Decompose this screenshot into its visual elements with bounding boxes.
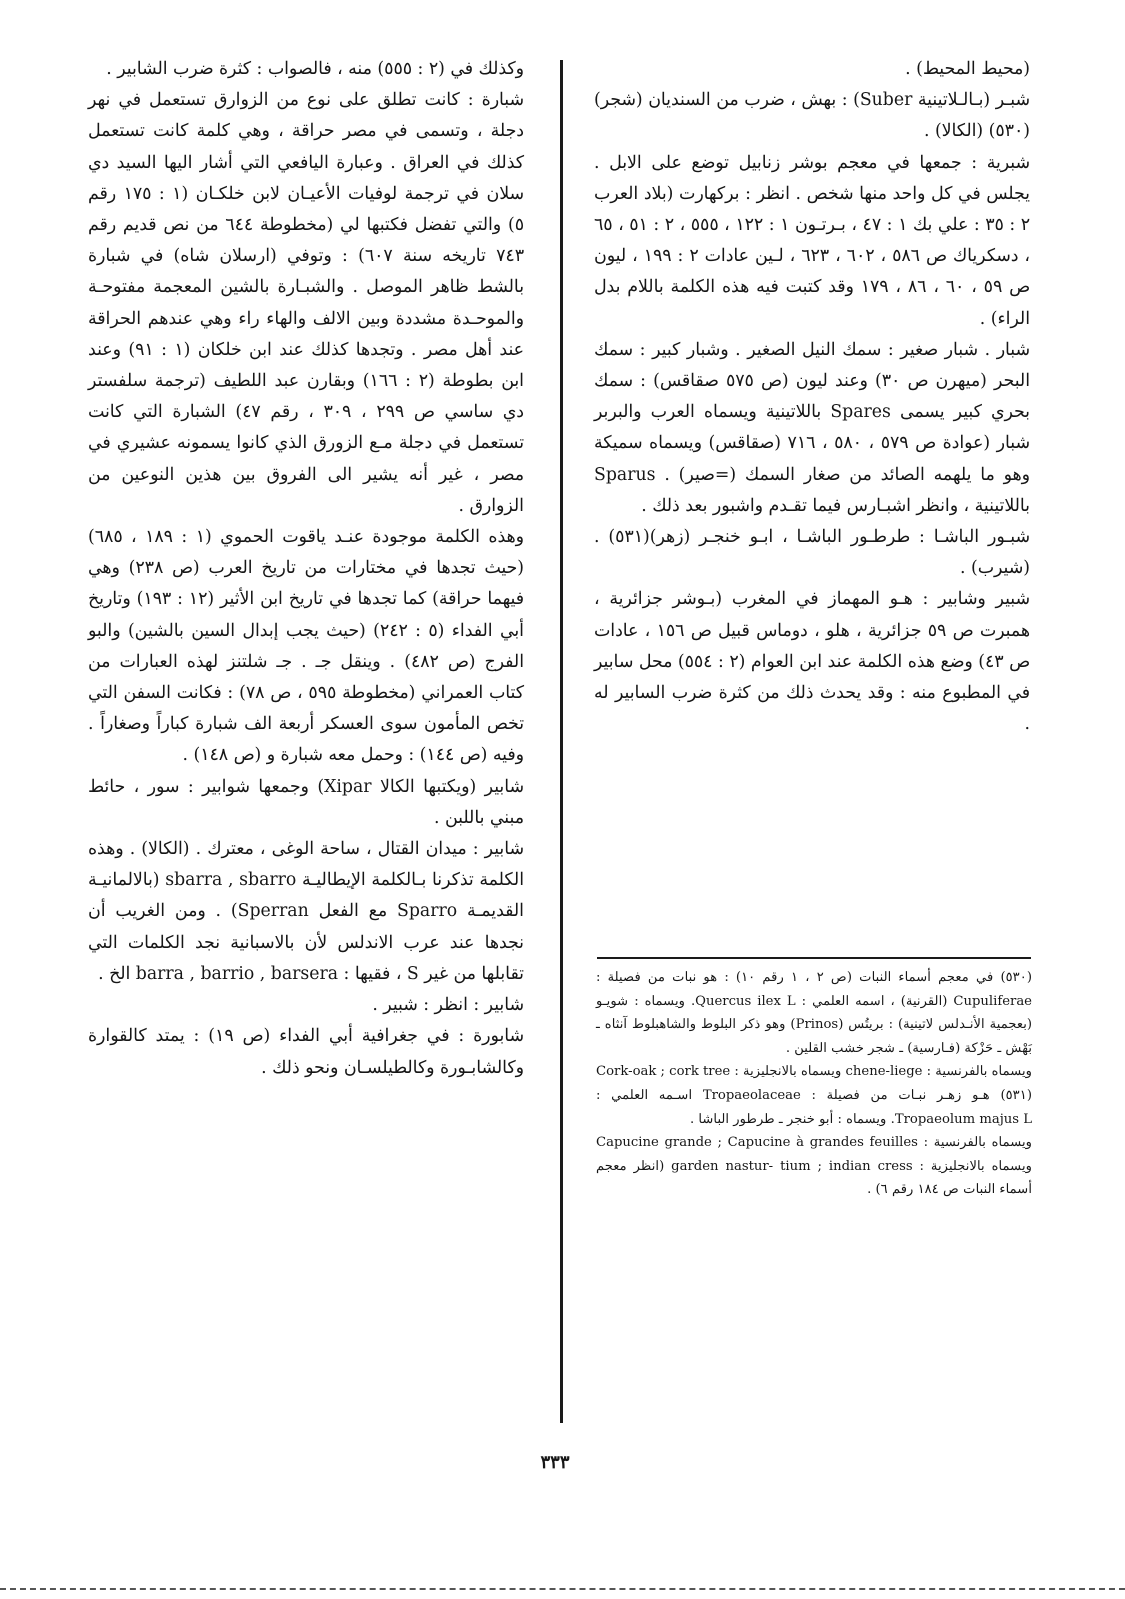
footnotes: [596, 966, 1032, 1202]
entry-shabir-wall: شابير (ويكتبها الكالا Xipar) وجمعها شوابير : سور ، حائط مبني باللبن .: [88, 776, 524, 828]
entry-shabir-battlefield: شابير : ميدان القتال ، ساحة الوغى ، معترك . (الكالا) . وهذه الكلمة تذكرنا بـالكلمة الإيطاليـة sbarra , sbarro (بالالمانيـة القديمـة Sparro مع الفعل Sperran) . ومن الغريب أن نجدها عند عرب الاندلس لأن بالاسبانية نجد الكلمات التي تقابلها من غير S ، فقيها : barra , barrio , barsera الخ .: [88, 839, 524, 984]
footnote-530-names: ويسماه بالفرنسية : chene-liege ويسماه بالانجليزية : Cork-oak ; cork tree: [596, 1064, 1032, 1080]
entry-shabbur-al-basha: شبـور الباشـا : طرطـور الباشـا ، ابـو خنجـر (زهر)(٥٣١) . (شيرب) .: [594, 527, 1031, 579]
footnote-531: (٥٣١) هـو زهـر نبـات من فصيلة : Tropaeolaceae اسـمه العلمي : Tropaeolum majus L. ويسماه : أبو خنجر ـ طرطور الباشا .: [596, 1087, 1032, 1127]
paragraph-continuation: وكذلك في (٢ : ٥٥٥) منه ، فالصواب : كثرة ضرب الشابير .: [106, 59, 524, 79]
entry-shabir: شبير وشابير : هـو المهماز في المغرب (بـوشر جزائرية ، همبرت ص ٥٩ جزائرية ، هلو ، دوماس قبيل ص ١٥٦ ، عادات ص ٤٣) وضع هذه الكلمة عند ابن العوام (٢ : ٥٥٤) محل سابير في المطبوع منه : وقد يحدث ذلك من كثرة ضرب السابير له .: [594, 589, 1030, 735]
footnote-531-names: ويسماه بالفرنسية : Capucine grande ; Capucine à grandes feuilles ويسماه بالانجليزية : garden nastur- tium ; indian cress (انظر معجم أسماء النبات ص ١٨٤ رقم ٦) .: [596, 1135, 1032, 1198]
paragraph-muhit: (محيط المحيط) .: [905, 59, 1030, 79]
right-column: [594, 54, 1030, 740]
entry-shubriya: شبرية : جمعها في معجم بوشر زنابيل توضع على الابل . يجلس في كل واحد منها شخص . انظر : بركهارت (بلاد العرب ٢ : ٣٥ : علي بك ١ : ٤٧ ، بـرتـون ١ : ١٢٢ ، ٥٥٥ ، ٢ : ٥١ ، ٦٥ ، دسكرياك ص ٥٨٦ ، ٦٠٢ ، ٦٢٣ ، لـين عادات ٢ : ١٩٩ ، ليون ص ٥٩ ، ٦٠ ، ٨٦ ، ١٧٩ وقد كتبت فيه هذه الكلمة باللام بدل الراء) .: [594, 152, 1031, 329]
footnote-530: (٥٣٠) في معجم أسماء النبات (ص ٢ ، ١ رقم ١٠) : هو نبات من فصيلة : Cupuliferae (القرنية) ، اسمه العلمي : Quercus ilex L. ويسماه : شويـو (بعجمية الأنـدلس لاتينية) : بريتُس (Prinos) وهو ذكر البلوط والشاهبلوط آنثاه ـ بَهْش ـ حَزْكة (فـارسية) ـ شجر خشب القلين .: [596, 970, 1033, 1056]
entry-shabir-see: شابير : انظر : شبير .: [372, 995, 524, 1016]
footnote-separator: [597, 957, 1031, 959]
paragraph-yaqut: وهذه الكلمة موجودة عنـد ياقوت الحموي (١ : ١٨٩ ، ٦٨٥) (حيث تجدها في مختارات من تاريخ العرب (ص ٢٣٨) وهي فيهما حراقة) كما تجدها في تاريخ ابن الأثير (١٢ : ١٩٣) وتاريخ أبي الفداء (٥ : ٢٤٢) (حيث يجب إبدال السين بالشين) والبو الفرج (ص ٤٨٢) . وينقل جـ . جـ شلتنز لهذه العبارات من كتاب العمراني (مخطوطة ٥٩٥ ، ص ٧٨) : فكانت السفن التي تخص المأمون سوى العسكر أربعة الف شبارة كباراً وصغاراً . وفيه (ص ١٤٤) : وحمل معه شبارة و (ص ١٤٨) .: [88, 527, 525, 766]
entry-shabura: شابورة : في جغرافية أبي الفداء (ص ١٩) : يمتد كالقوارة وكالشابـورة وكالطيلسـان ونحو ذلك .: [88, 1026, 524, 1078]
scan-edge: [0, 1588, 1125, 1592]
left-column: [88, 54, 524, 1084]
column-divider: [560, 60, 563, 1423]
entry-shabbar: شبار . شبار صغير : سمك النيل الصغير . وشبار كبير : سمك البحر (ميهرن ص ٣٠) وعند ليون (ص ٥٧٥ صقاقس) : سمك بحري كبير يسمى Spares باللاتينية ويسماه العرب والبربر شبار (عوادة ص ٥٧٩ ، ٥٨٠ ، ٧١٦ (صقاقس) ويسماه سميكة وهو ما يلهمه الصائد من صغار السمك (=صير) . Sparus باللاتينية ، وانظر اشبـارس فيما تقـدم واشبور بعد ذلك .: [594, 339, 1030, 516]
entry-shabbara: شبارة : كانت تطلق على نوع من الزوارق تستعمل في نهر دجلة ، وتسمى في مصر حراقة ، وهي كلمة كانت تستعمل كذلك في العراق . وعبارة اليافعي التي أشار اليها السيد دي سلان في ترجمة لوفيات الأعيـان لابن خلكـان (١ : ١٧٥ رقم ٥) والتي تفضل فكتبها لي (مخطوطة ٦٤٤ من نص قديم رقم ٧٤٣ تاريخه سنة ٦٠٧) : وتوفي (ارسلان شاه) في شبارة بالشط ظاهر الموصل . والشبـارة بالشين المعجمة مفتوحـة والموحـدة مشددة وبين الالف والهاء راء وهي عندهم الحراقة عند أهل مصر . وتجدها كذلك عند ابن خلكان (١ : ٩١) وعند ابن بطوطة (٢ : ١٦٦) وبقارن عبد اللطيف (ترجمة سلفستر دي ساسي ص ٢٩٩ ، ٣٠٩ ، رقم ٤٧) الشبارة التي كانت تستعمل في دجلة مـع الزورق الذي كانوا يسمونه عشيري في مصر ، غير أنه يشير الى الفروق بين هذين النوعين من الزوارق .: [88, 90, 524, 516]
page-number: ٣٣٣: [540, 1452, 570, 1473]
entry-shabr: شبـر (بـالـلاتينية Suber) : بهش ، ضرب من السنديان (شجر)(٥٣٠) (الكالا) .: [594, 90, 1030, 142]
